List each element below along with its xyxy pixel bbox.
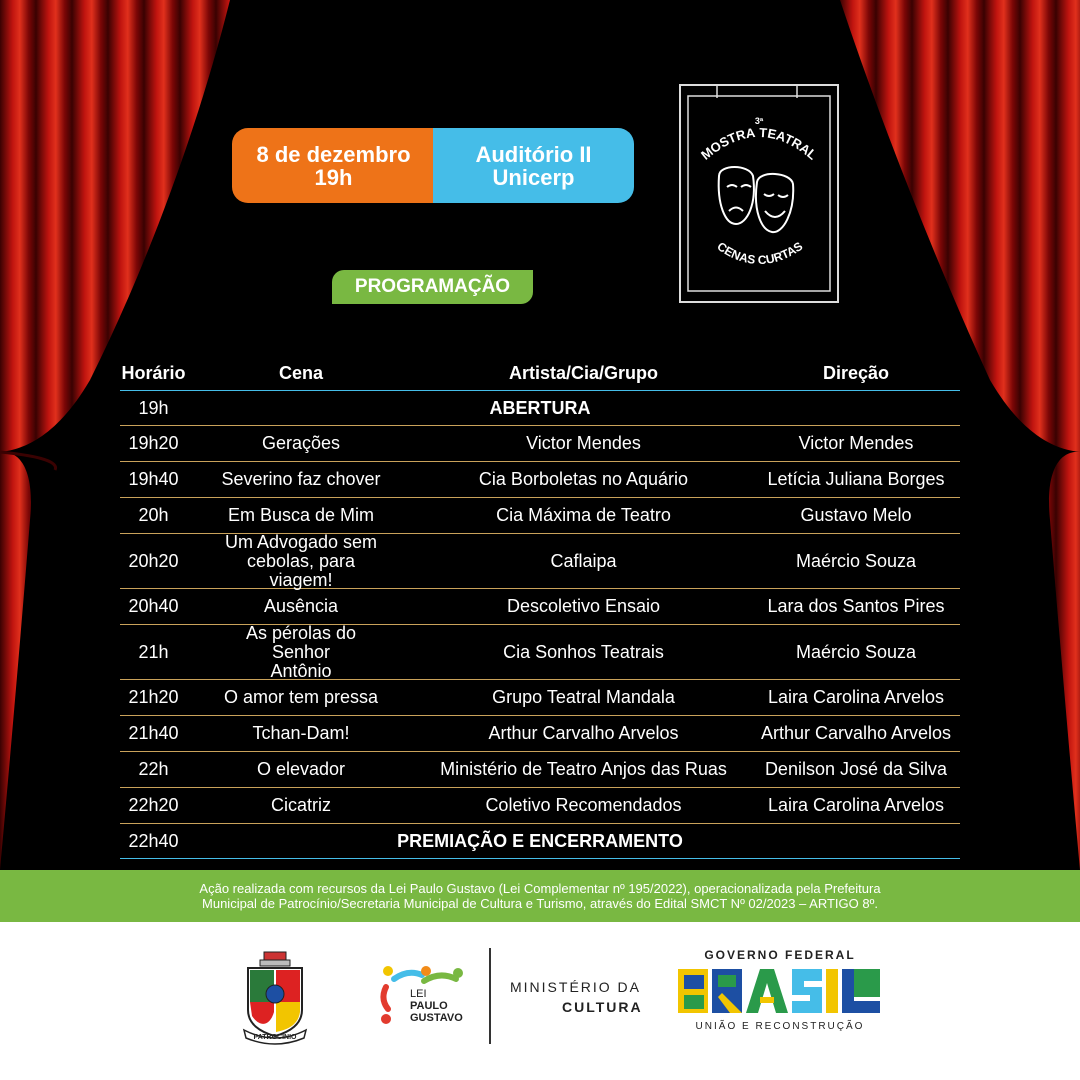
row-director: Gustavo Melo: [800, 505, 912, 525]
row-time: 19h40: [128, 469, 179, 489]
row-artist: Cia Sonhos Teatrais: [503, 641, 664, 662]
programacao-badge: [332, 270, 533, 304]
header-direcao: Direção: [822, 362, 890, 383]
gov-bottom: UNIÃO E RECONSTRUÇÃO: [695, 1021, 865, 1032]
header-cena: Cena: [278, 362, 323, 383]
logo-title-top: MOSTRA TEATRAL: [698, 124, 820, 163]
row-scene: Um Advogado sem cebolas, para viagem!: [224, 531, 378, 590]
lei-paulo-gustavo-text: [410, 988, 463, 1024]
venue-pill: [433, 128, 634, 203]
row-artist: Arthur Carvalho Arvelos: [488, 723, 679, 743]
row-scene: As pérolas do Senhor Antônio: [245, 622, 357, 681]
crest-label: PATROCÍNIO: [253, 1034, 297, 1041]
row-time: 21h20: [128, 687, 179, 707]
venue-line2: Unicerp: [492, 164, 575, 190]
lpg-paulo: PAULO: [410, 1000, 448, 1012]
table-row: [120, 498, 960, 534]
table-row: [120, 589, 960, 625]
gov-top: GOVERNO FEDERAL: [704, 948, 856, 962]
patrocinio-crest-logo: [240, 950, 310, 1048]
row-time: 21h40: [128, 723, 179, 743]
brasil-wordmark: [678, 965, 882, 1017]
table-row: [120, 622, 960, 681]
event-time: 19h: [314, 164, 353, 190]
schedule-table: [120, 356, 960, 859]
row-time: 20h: [138, 505, 169, 525]
table-row: [120, 531, 960, 590]
row-scene: Tchan-Dam!: [252, 723, 350, 743]
row-director: Laira Carolina Arvelos: [767, 795, 945, 815]
row-artist: Victor Mendes: [526, 433, 641, 453]
row-time: 21h: [138, 641, 169, 662]
date-pill: [232, 128, 435, 203]
table-row-closing: [120, 824, 960, 859]
funding-notice: [0, 870, 1080, 922]
row-time: 22h: [138, 759, 169, 779]
governo-federal-logo: [678, 948, 882, 1032]
logo-edition: 3ª: [754, 116, 764, 126]
row-director: Denilson José da Silva: [764, 759, 948, 779]
row-artist: Coletivo Recomendados: [485, 795, 682, 815]
table-row: [120, 462, 960, 498]
row-director: Lara dos Santos Pires: [767, 596, 945, 616]
notice-line1: Ação realizada com recursos da Lei Paulo Gustavo (Lei Complementar nº 195/2022), operacionalizada pela Prefeitura: [199, 881, 881, 896]
opening-time: 19h: [138, 397, 169, 418]
footer-divider: [489, 948, 491, 1044]
row-artist: Grupo Teatral Mandala: [492, 687, 675, 707]
mostra-teatral-logo: [679, 84, 839, 303]
table-row: [120, 426, 960, 462]
table-row: [120, 752, 960, 788]
table-row: [120, 680, 960, 716]
logo-title-bottom: CENAS CURTAS: [714, 239, 806, 268]
brasil-word: BRASIL: [776, 994, 784, 996]
row-time: 19h20: [128, 433, 179, 453]
row-scene: O amor tem pressa: [223, 687, 379, 707]
table-header-row: [120, 356, 960, 391]
table-row: [120, 716, 960, 752]
opening-label: ABERTURA: [489, 397, 591, 418]
row-time: 20h40: [128, 596, 179, 616]
row-artist: Cia Máxima de Teatro: [496, 505, 671, 525]
programacao-label: PROGRAMAÇÃO: [354, 276, 511, 297]
logo-title-bottom-text: [715, 239, 806, 267]
row-scene: Cicatriz: [270, 795, 331, 815]
row-artist: Descoletivo Ensaio: [506, 596, 661, 616]
table-row-opening: [120, 391, 960, 426]
row-scene: Em Busca de Mim: [227, 505, 375, 525]
ministry-line2: CULTURA: [562, 999, 643, 1015]
row-artist: Ministério de Teatro Anjos das Ruas: [440, 759, 727, 779]
header-artista: Artista/Cia/Grupo: [508, 362, 659, 383]
row-time: 20h20: [128, 550, 179, 571]
row-time: 22h20: [128, 795, 179, 815]
row-artist: Cia Borboletas no Aquário: [478, 469, 689, 489]
row-artist: Caflaipa: [550, 550, 617, 571]
lpg-gustavo: GUSTAVO: [410, 1012, 463, 1024]
notice-line2: Municipal de Patrocínio/Secretaria Municipal de Cultura e Turismo, através do Edital SMCT Nº 02/2023 – ARTIGO 8º.: [202, 896, 878, 911]
closing-time: 22h40: [128, 830, 179, 851]
row-director: Arthur Carvalho Arvelos: [760, 723, 952, 743]
logo-title-top-text: [698, 125, 820, 163]
row-scene: Severino faz chover: [221, 469, 381, 489]
row-scene: O elevador: [256, 759, 346, 779]
ministry-line1: MINISTÉRIO DA: [510, 979, 642, 995]
row-scene: Ausência: [263, 596, 339, 616]
closing-label: PREMIAÇÃO E ENCERRAMENTO: [397, 830, 683, 851]
venue-line1: Auditório II: [475, 141, 592, 167]
row-director: Victor Mendes: [798, 433, 914, 453]
header-horario: Horário: [121, 362, 186, 383]
row-director: Maércio Souza: [795, 550, 917, 571]
event-date: 8 de dezembro: [256, 141, 411, 167]
table-row: [120, 788, 960, 824]
row-scene: Gerações: [261, 433, 341, 453]
row-director: Laira Carolina Arvelos: [767, 687, 945, 707]
ministerio-cultura-logo: [510, 977, 643, 1017]
lpg-lei: LEI: [410, 988, 427, 1000]
theater-masks-icon: [719, 167, 794, 232]
row-director: Maércio Souza: [795, 641, 917, 662]
row-director: Letícia Juliana Borges: [767, 469, 945, 489]
